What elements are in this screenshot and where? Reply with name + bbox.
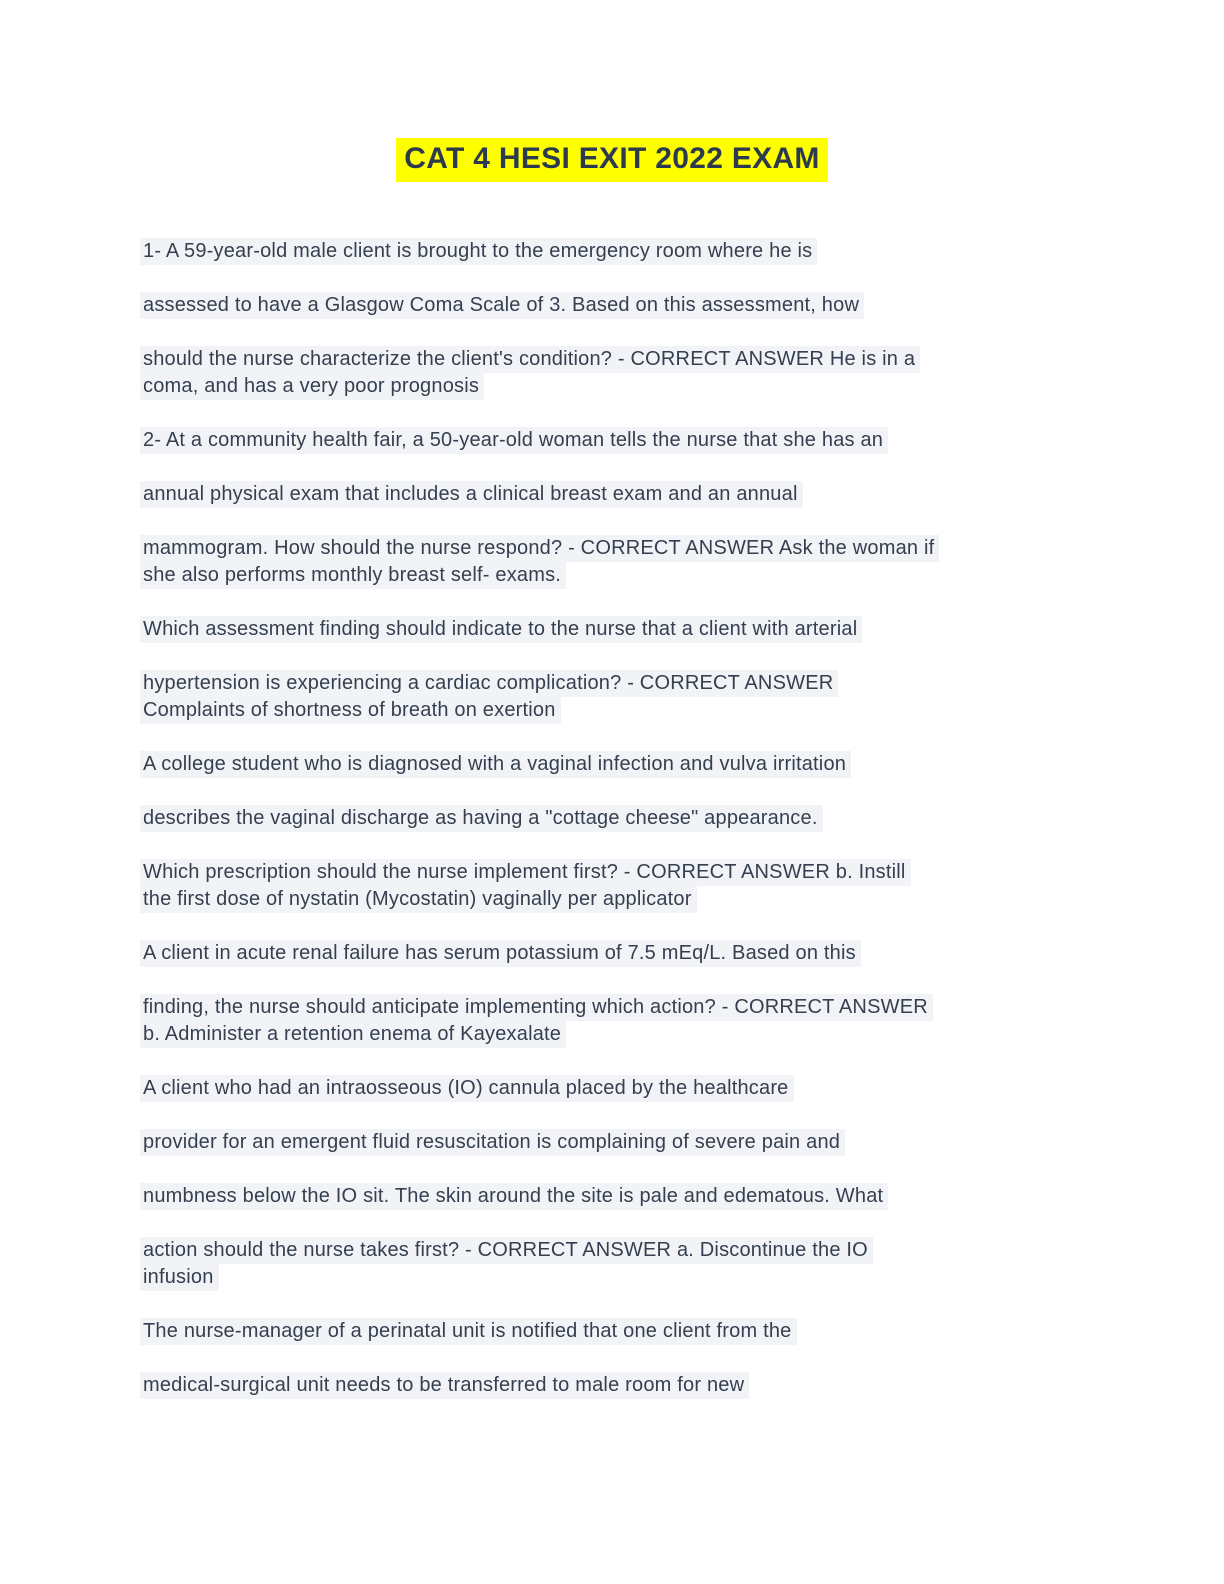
highlighted-text: mammogram. How should the nurse respond? - CORRECT ANSWER Ask the woman if <box>140 535 939 562</box>
text-line <box>143 886 1103 913</box>
text-line <box>143 670 1103 697</box>
text-segment <box>143 427 1103 454</box>
text-line <box>143 238 1103 265</box>
highlighted-text: hypertension is experiencing a cardiac complication? - CORRECT ANSWER <box>140 670 838 697</box>
text-line <box>143 427 1103 454</box>
text-line <box>143 805 1103 832</box>
text-line <box>143 1264 1103 1291</box>
highlighted-text: coma, and has a very poor prognosis <box>140 373 484 400</box>
text-line <box>143 1318 1103 1345</box>
text-line <box>143 535 1103 562</box>
text-segment <box>143 481 1103 508</box>
highlighted-text: A college student who is diagnosed with a vaginal infection and vulva irritation <box>140 751 851 778</box>
text-segment <box>143 1237 1103 1291</box>
text-line <box>143 292 1103 319</box>
text-line <box>143 481 1103 508</box>
highlighted-text: finding, the nurse should anticipate implementing which action? - CORRECT ANSWER <box>140 994 933 1021</box>
text-segment <box>143 1372 1103 1399</box>
text-segment <box>143 994 1103 1048</box>
text-segment <box>143 1075 1103 1102</box>
highlighted-text: medical-surgical unit needs to be transferred to male room for new <box>140 1372 749 1399</box>
highlighted-text: Which prescription should the nurse implement first? - CORRECT ANSWER b. Instill <box>140 859 911 886</box>
highlighted-text: numbness below the IO sit. The skin around the site is pale and edematous. What <box>140 1183 888 1210</box>
text-line <box>143 940 1103 967</box>
text-segment <box>143 1318 1103 1345</box>
text-segment <box>143 238 1103 265</box>
highlighted-text: Which assessment finding should indicate to the nurse that a client with arterial <box>140 616 862 643</box>
text-line <box>143 697 1103 724</box>
document-body <box>143 238 1103 1426</box>
text-segment <box>143 1129 1103 1156</box>
text-segment <box>143 940 1103 967</box>
text-line <box>143 751 1103 778</box>
highlighted-text: Complaints of shortness of breath on exertion <box>140 697 561 724</box>
highlighted-text: she also performs monthly breast self- exams. <box>140 562 566 589</box>
text-segment <box>143 616 1103 643</box>
highlighted-text: action should the nurse takes first? - CORRECT ANSWER a. Discontinue the IO <box>140 1237 873 1264</box>
highlighted-text: should the nurse characterize the client's condition? - CORRECT ANSWER He is in a <box>140 346 920 373</box>
text-segment <box>143 805 1103 832</box>
text-line <box>143 1075 1103 1102</box>
text-segment <box>143 751 1103 778</box>
text-line <box>143 859 1103 886</box>
text-line <box>143 994 1103 1021</box>
highlighted-text: A client in acute renal failure has serum potassium of 7.5 mEq/L. Based on this <box>140 940 861 967</box>
highlighted-text: provider for an emergent fluid resuscitation is complaining of severe pain and <box>140 1129 845 1156</box>
highlighted-text: infusion <box>140 1264 219 1291</box>
text-line <box>143 1183 1103 1210</box>
text-line <box>143 1237 1103 1264</box>
text-line <box>143 562 1103 589</box>
text-line <box>143 1021 1103 1048</box>
highlighted-text: describes the vaginal discharge as having a "cottage cheese" appearance. <box>140 805 823 832</box>
highlighted-text: The nurse-manager of a perinatal unit is notified that one client from the <box>140 1318 797 1345</box>
title-row <box>0 138 1224 182</box>
text-line <box>143 1372 1103 1399</box>
text-segment <box>143 859 1103 913</box>
highlighted-text: the first dose of nystatin (Mycostatin) vaginally per applicator <box>140 886 697 913</box>
text-line <box>143 346 1103 373</box>
highlighted-text: 2- At a community health fair, a 50-year-old woman tells the nurse that she has an <box>140 427 888 454</box>
text-segment <box>143 670 1103 724</box>
highlighted-text: A client who had an intraosseous (IO) cannula placed by the healthcare <box>140 1075 794 1102</box>
text-line <box>143 373 1103 400</box>
document-title: CAT 4 HESI EXIT 2022 EXAM <box>396 138 827 182</box>
text-line <box>143 616 1103 643</box>
text-segment <box>143 1183 1103 1210</box>
text-segment <box>143 535 1103 589</box>
text-segment <box>143 292 1103 319</box>
highlighted-text: annual physical exam that includes a clinical breast exam and an annual <box>140 481 803 508</box>
text-segment <box>143 346 1103 400</box>
highlighted-text: assessed to have a Glasgow Coma Scale of 3. Based on this assessment, how <box>140 292 864 319</box>
highlighted-text: b. Administer a retention enema of Kayexalate <box>140 1021 566 1048</box>
text-line <box>143 1129 1103 1156</box>
highlighted-text: 1- A 59-year-old male client is brought to the emergency room where he is <box>140 238 817 265</box>
